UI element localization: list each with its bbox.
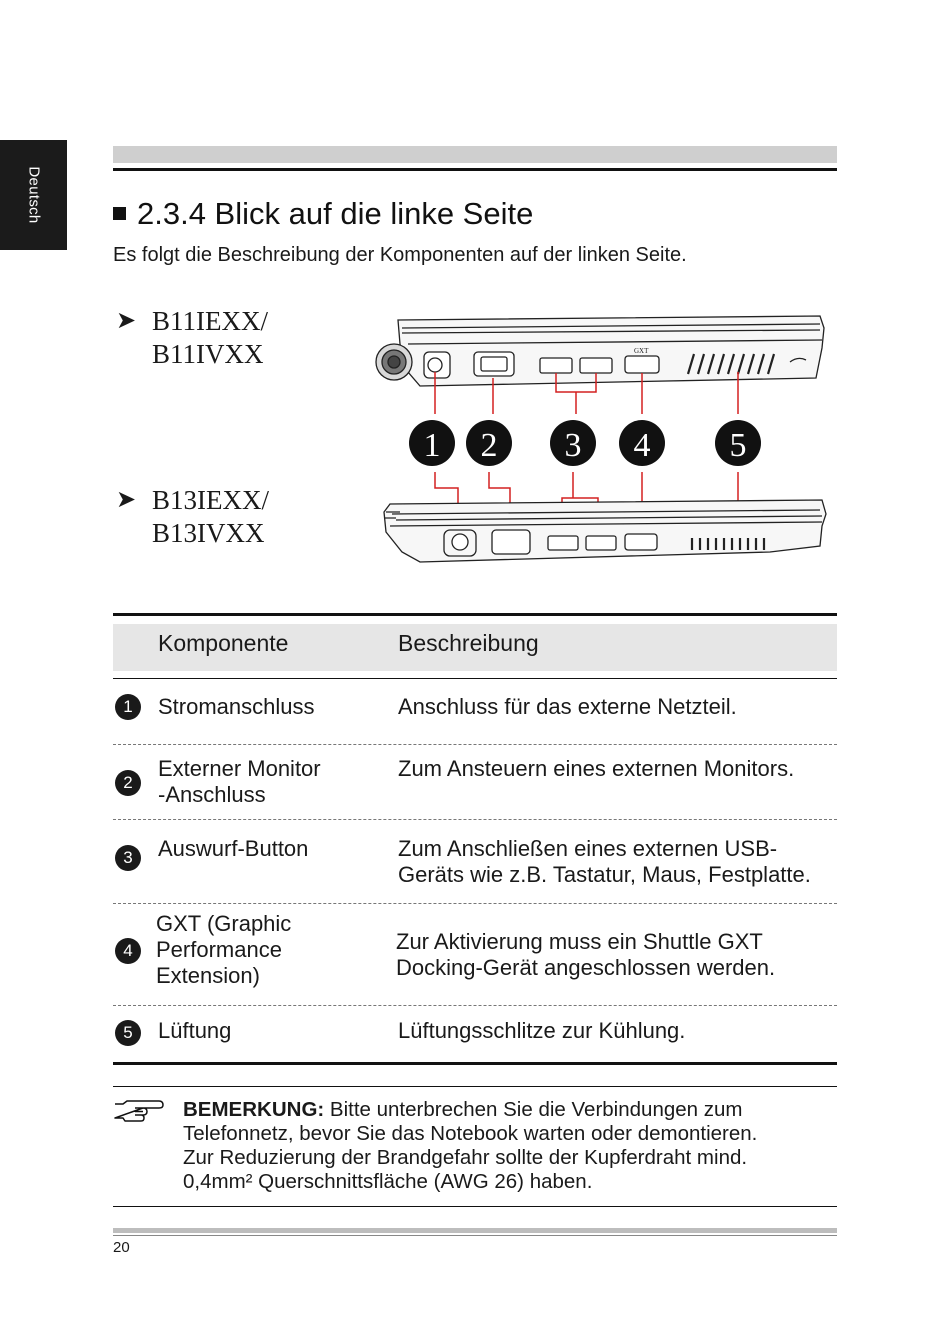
section-top-rule xyxy=(113,168,837,171)
model-label-b13 xyxy=(116,484,269,550)
callout-badges xyxy=(409,420,761,466)
note-block xyxy=(183,1098,757,1194)
description-text: Zur Aktivierung muss ein Shuttle GXT xyxy=(396,929,763,954)
table-header-rule xyxy=(113,678,837,679)
table-row-2-component xyxy=(158,756,321,808)
callout-3: 3 xyxy=(564,427,582,464)
row-number-badge: 5 xyxy=(115,1020,141,1046)
row-separator xyxy=(113,903,837,904)
description-text: Lüftungsschlitze zur Kühlung. xyxy=(398,1018,686,1043)
note-first-line: Bitte unterbrechen Sie die Verbindungen zum xyxy=(324,1098,743,1121)
component-text: GXT (Graphic xyxy=(156,911,292,936)
table-top-rule xyxy=(113,613,837,616)
arrow-bullet-icon: ➤ xyxy=(116,308,137,334)
table-row-1-description xyxy=(398,694,737,720)
model-b13-line2: B13IVXX xyxy=(152,518,265,548)
callout-1: 1 xyxy=(423,427,441,464)
table-row-4-component xyxy=(156,911,291,989)
table-header-component: Komponente xyxy=(158,630,289,656)
row-number-badge: 2 xyxy=(115,770,141,796)
component-text: Externer Monitor xyxy=(158,756,321,781)
callout-5: 5 xyxy=(729,427,747,464)
model-b11-line2: B11IVXX xyxy=(152,339,264,369)
section-heading xyxy=(113,196,533,232)
row-separator xyxy=(113,1005,837,1006)
model-b11-line1: B11IEXX/ xyxy=(152,306,268,336)
table-row-1-component xyxy=(158,694,315,720)
component-text: -Anschluss xyxy=(158,782,266,807)
component-text: Extension) xyxy=(156,963,260,988)
laptop-b11-illustration xyxy=(376,316,824,386)
description-text: Docking-Gerät angeschlossen werden. xyxy=(396,955,776,980)
table-row-4-description xyxy=(396,929,775,981)
section-intro: Es folgt die Beschreibung der Komponenten auf der linken Seite. xyxy=(113,244,687,266)
row-separator xyxy=(113,744,837,745)
table-row-5-component xyxy=(158,1018,231,1044)
component-text: Auswurf-Button xyxy=(158,836,309,861)
table-row-3-component xyxy=(158,836,308,862)
description-text: Geräts wie z.B. Tastatur, Maus, Festplatte. xyxy=(398,862,811,887)
footer-rule xyxy=(113,1235,837,1236)
page-number: 20 xyxy=(113,1239,130,1256)
section-title: 2.3.4 Blick auf die linke Seite xyxy=(137,196,534,231)
bullet-square-icon xyxy=(113,207,126,220)
note-top-rule xyxy=(113,1086,837,1087)
laptop-side-diagram xyxy=(350,300,840,600)
row-number-badge: 4 xyxy=(115,938,141,964)
model-label-b11 xyxy=(116,305,268,371)
note-bottom-rule xyxy=(113,1206,837,1207)
component-text: Lüftung xyxy=(158,1018,232,1043)
note-line: Telefonnetz, bevor Sie das Notebook warten oder demontieren. xyxy=(183,1122,758,1145)
laptop-b13-illustration xyxy=(384,500,826,562)
row-separator xyxy=(113,819,837,820)
note-line: 0,4mm² Querschnittsfläche (AWG 26) haben. xyxy=(183,1170,593,1193)
table-row-2-description xyxy=(398,756,794,782)
model-b13-line1: B13IEXX/ xyxy=(152,485,269,515)
description-text: Zum Anschließen eines externen USB- xyxy=(398,836,778,861)
arrow-bullet-icon: ➤ xyxy=(116,487,137,513)
note-label: BEMERKUNG: xyxy=(183,1098,325,1121)
component-text: Performance xyxy=(156,937,282,962)
table-row-5-description xyxy=(398,1018,685,1044)
callout-2: 2 xyxy=(480,427,498,464)
description-text: Anschluss für das externe Netzteil. xyxy=(398,694,737,719)
language-tab-label: Deutsch xyxy=(25,166,42,224)
note-line: Zur Reduzierung der Brandgefahr sollte der Kupferdraht mind. xyxy=(183,1146,748,1169)
table-bottom-rule xyxy=(113,1062,837,1065)
component-text: Stromanschluss xyxy=(158,694,315,719)
table-header-description: Beschreibung xyxy=(398,630,539,656)
row-number-badge: 3 xyxy=(115,845,141,871)
callout-4: 4 xyxy=(633,427,651,464)
row-number-badge: 1 xyxy=(115,694,141,720)
description-text: Zum Ansteuern eines externen Monitors. xyxy=(398,756,795,781)
port-label-gxt: GXT xyxy=(634,347,649,355)
table-row-3-description xyxy=(398,836,811,888)
section-top-bar xyxy=(113,146,837,163)
language-tab xyxy=(0,140,67,250)
pointing-hand-icon xyxy=(113,1098,165,1124)
footer-bar xyxy=(113,1228,837,1233)
